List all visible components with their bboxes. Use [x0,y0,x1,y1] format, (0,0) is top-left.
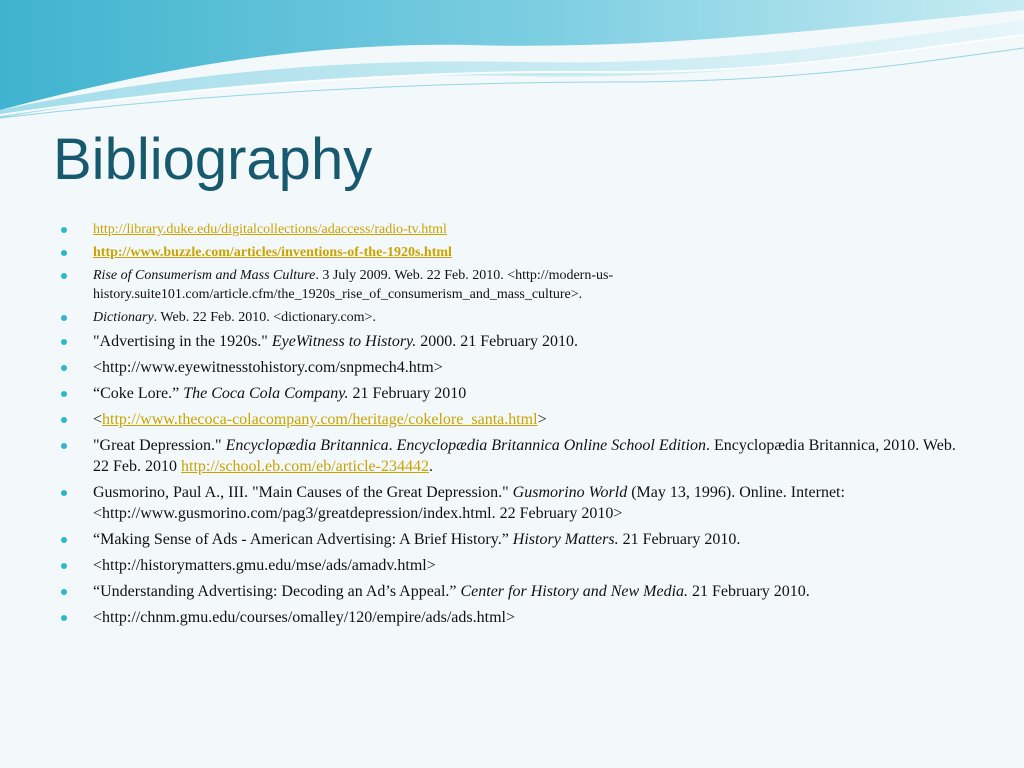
work-title: The Coca Cola Company. [183,385,349,402]
list-item [60,243,960,262]
work-title: EyeWitness to History. [271,333,417,350]
citation-text: . Web. 22 Feb. 2010. <dictionary.com>. [153,310,376,325]
bibliography-list [60,220,960,633]
citation-text: <http://www.eyewitnesstohistory.com/snpmech4.htm> [93,359,443,376]
reference-link[interactable]: http://www.buzzle.com/articles/inventions-of-the-1920s.html [93,245,452,260]
list-item [60,331,960,352]
list-item [60,607,960,628]
page-title: Bibliography [53,127,373,192]
bullet-icon [61,417,67,423]
citation-text: (May 13, 1996). Online. Internet: <http://www.gusmorino.com/pag3/greatdepression/index.html. 22 February 2010> [93,484,845,522]
reference-link[interactable]: http://www.thecoca-colacompany.com/heritage/cokelore_santa.html [102,411,538,428]
bullet-icon [61,615,67,621]
bullet-icon [61,537,67,543]
bullet-icon [61,315,67,321]
list-item [60,220,960,239]
citation-text: 21 February 2010. [618,531,741,548]
list-item [60,383,960,404]
header-wave-decoration [0,0,1024,130]
citation-text: <http://chnm.gmu.edu/courses/omalley/120/empire/ads/ads.html> [93,609,515,626]
citation-text: Gusmorino, Paul A., III. "Main Causes of the Great Depression." [93,484,513,501]
list-item [60,435,960,477]
bullet-icon [61,339,67,345]
citation-text: “Coke Lore.” [93,385,184,402]
work-title: History Matters. [512,531,619,548]
reference-link[interactable]: http://school.eb.com/eb/article-234442 [181,458,429,475]
citation-text: 21 February 2010. [688,583,810,600]
list-item [60,409,960,430]
bullet-icon [61,443,67,449]
citation-text: . [388,437,397,454]
bullet-icon [61,250,67,256]
citation-text: . Encyclopædia Britannica, 2010. Web. 22 Feb. 2010 [93,437,956,475]
list-item [60,581,960,602]
citation-text: "Great Depression." [93,437,226,454]
citation-text: 2000. 21 February 2010. [416,333,579,350]
citation-text: < [93,411,103,428]
list-item [60,357,960,378]
bullet-icon [61,589,67,595]
list-item [60,482,960,524]
citation-text: . 3 July 2009. Web. 22 Feb. 2010. <http://modern-us-history.suite101.com/article.cfm/the_1920s_rise_of_consumerism_and_mass_culture>. [93,268,614,302]
bullet-icon [61,227,67,233]
work-title: Dictionary [93,310,154,325]
bullet-icon [61,365,67,371]
bullet-icon [61,391,67,397]
work-title: Rise of Consumerism and Mass Culture [93,268,316,283]
reference-link[interactable]: http://library.duke.edu/digitalcollections/adaccess/radio-tv.html [93,222,447,237]
citation-text: 21 February 2010 [348,385,467,402]
citation-text: “Making Sense of Ads - American Advertising: A Brief History.” [93,531,513,548]
work-title: Center for History and New Media. [460,583,689,600]
work-title: Encyclopædia Britannica Online School Edition [396,437,706,454]
work-title: Gusmorino World [512,484,628,501]
list-item [60,555,960,576]
citation-text: . [428,458,433,475]
list-item [60,266,960,304]
citation-text: <http://historymatters.gmu.edu/mse/ads/amadv.html> [93,557,436,574]
bullet-icon [61,563,67,569]
bullet-icon [61,490,67,496]
list-item [60,308,960,327]
bullet-icon [61,273,67,279]
citation-text: "Advertising in the 1920s." [93,333,272,350]
citation-text: “Understanding Advertising: Decoding an Ad’s Appeal.” [93,583,461,600]
list-item [60,529,960,550]
citation-text: > [537,411,547,428]
work-title: Encyclopædia Britannica [225,437,389,454]
